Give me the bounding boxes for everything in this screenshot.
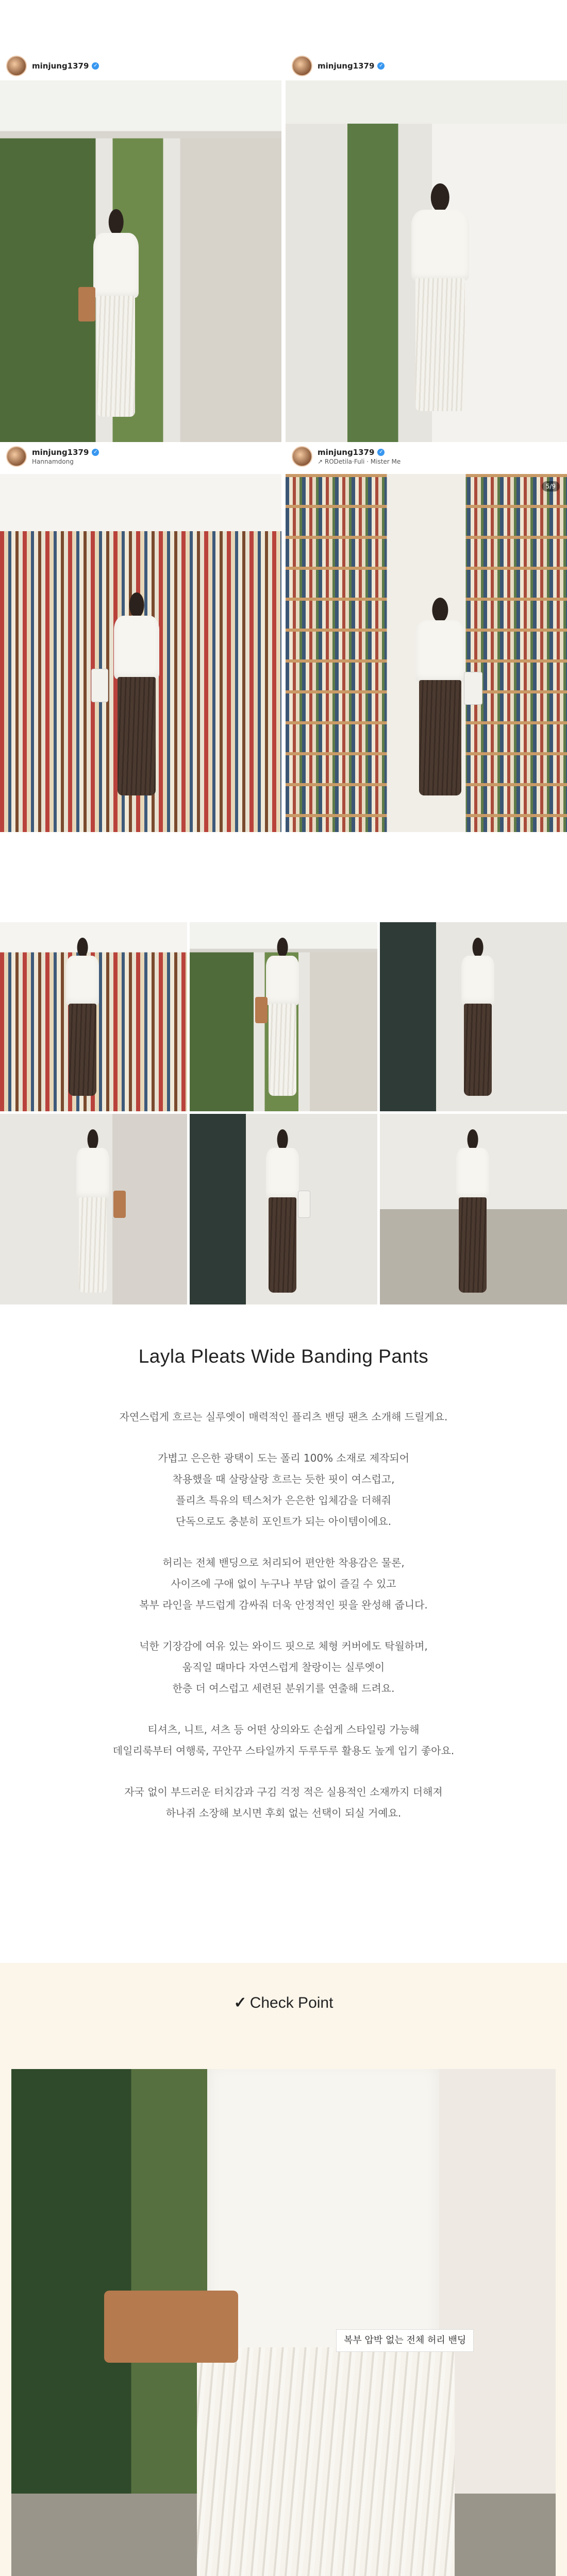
description-paragraph: 허리는 전체 밴딩으로 처리되어 편안한 착용감은 물론, 사이즈에 구애 없이 누구나 부담 없이 즐길 수 있고 복부 라인을 부드럽게 감싸줘 더욱 안정적인 핏을 완성해 줍니다.	[139, 1556, 428, 1611]
post-header	[286, 52, 567, 80]
check-point-photo[interactable]	[11, 2069, 556, 2576]
description-paragraph: 티셔츠, 니트, 셔츠 등 어떤 상의와도 손쉽게 스타일링 가능해 데일리룩부터 여행룩, 꾸안꾸 스타일까지 두루두루 활용도 높게 입기 좋아요.	[112, 1723, 455, 1757]
post-header	[286, 442, 567, 471]
avatar[interactable]	[292, 56, 312, 76]
post-photo[interactable]	[286, 80, 567, 442]
instagram-post[interactable]	[286, 442, 567, 832]
post-header	[0, 52, 281, 80]
verified-badge-icon: ✓	[377, 449, 385, 456]
collage-photo[interactable]	[190, 922, 377, 1111]
post-username[interactable]	[318, 61, 385, 71]
product-description	[0, 1406, 567, 1844]
instagram-post-grid	[0, 52, 567, 832]
instagram-post[interactable]	[286, 52, 567, 442]
photo-collage	[0, 922, 567, 1304]
post-photo[interactable]	[286, 474, 567, 832]
collage-photo[interactable]	[380, 1114, 567, 1304]
callout-waistband: 복부 압박 없는 전체 허리 밴딩	[336, 2329, 474, 2352]
post-username[interactable]	[32, 61, 99, 71]
post-header	[0, 442, 281, 471]
description-paragraph: 자연스럽게 흐르는 실루엣이 매력적인 플리츠 밴딩 팬츠 소개해 드릴게요.	[119, 1411, 448, 1423]
post-username[interactable]	[318, 448, 401, 457]
verified-badge-icon: ✓	[377, 62, 385, 70]
post-username[interactable]	[32, 448, 99, 457]
instagram-post[interactable]	[0, 442, 281, 832]
avatar[interactable]	[6, 446, 27, 467]
description-paragraph: 자국 없이 부드러운 터치감과 구김 걱정 적은 실용적인 소재까지 더해져 하나쥐 소장해 보시면 후회 없는 선택이 되실 거예요.	[124, 1786, 443, 1819]
post-audio[interactable]: ↗ RODetila·Fuli · Mister Me	[318, 458, 401, 465]
collage-photo[interactable]	[0, 1114, 187, 1304]
collage-photo[interactable]	[0, 922, 187, 1111]
instagram-post[interactable]	[0, 52, 281, 442]
collage-photo[interactable]	[190, 1114, 377, 1304]
carousel-page-indicator: 5/9	[542, 481, 560, 492]
model-figure	[409, 598, 471, 804]
username-text[interactable]: minjung1379	[32, 61, 89, 71]
post-photo[interactable]	[0, 474, 281, 832]
collage-photo[interactable]	[380, 922, 567, 1111]
model-figure	[108, 592, 165, 804]
check-mark-icon: ✓	[234, 1994, 247, 2011]
avatar[interactable]	[6, 56, 27, 76]
verified-badge-icon: ✓	[92, 62, 99, 70]
product-title: Layla Pleats Wide Banding Pants	[138, 1346, 429, 1367]
post-location[interactable]: Hannamdong	[32, 458, 74, 465]
model-figure	[88, 209, 144, 426]
description-paragraph: 가볍고 은은한 광택이 도는 폴리 100% 소재로 제작되어 착용했을 때 살랑살랑 흐르는 듯한 핏이 여스럽고, 플리츠 특유의 텍스처가 은은한 입체감을 더해줘 단독으로도 충분히 포인트가 되는 아이템이에요.	[157, 1452, 410, 1528]
username-text[interactable]: minjung1379	[318, 61, 375, 71]
verified-badge-icon: ✓	[92, 449, 99, 456]
username-text[interactable]: minjung1379	[32, 448, 89, 457]
post-photo[interactable]	[0, 80, 281, 442]
check-point-title: ✓ Check Point	[234, 1994, 333, 2011]
model-figure	[404, 183, 476, 420]
avatar[interactable]	[292, 446, 312, 467]
username-text[interactable]: minjung1379	[318, 448, 375, 457]
description-paragraph: 넉한 기장감에 여유 있는 와이드 핏으로 체형 커버에도 탁월하며, 움직일 때마다 자연스럽게 찰랑이는 실루엣이 한층 더 여스럽고 세련된 분위기를 연출해 드려요.	[139, 1640, 428, 1694]
